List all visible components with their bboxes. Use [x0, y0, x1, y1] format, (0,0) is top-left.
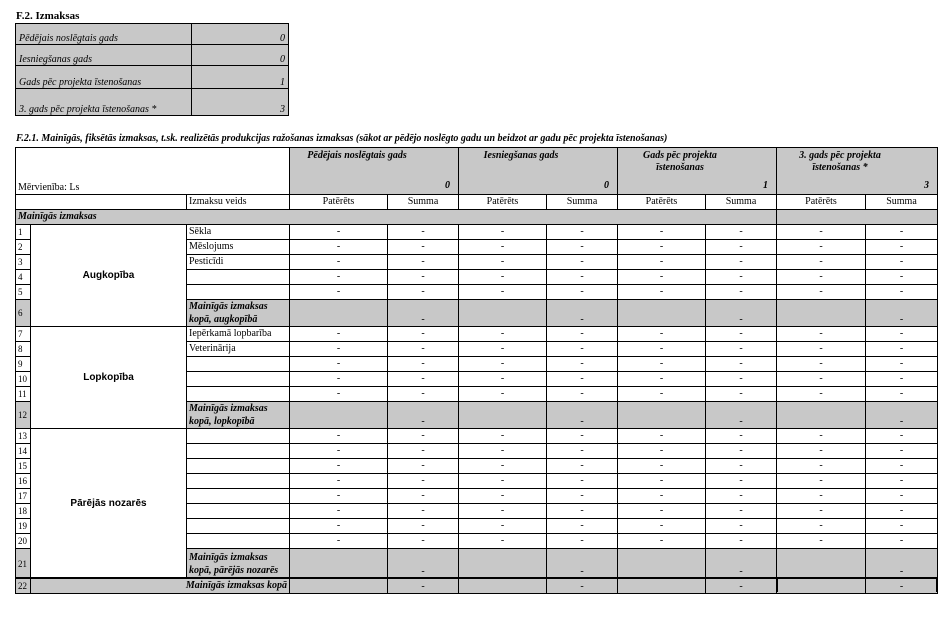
sum-value[interactable]: -	[547, 342, 618, 357]
sum-value[interactable]: -	[388, 285, 459, 300]
consumed-header: Patērēts	[459, 195, 547, 210]
sum-header: Summa	[866, 195, 938, 210]
consumed-value[interactable]: -	[290, 240, 388, 255]
sum-value[interactable]: -	[866, 504, 938, 519]
summary-years-table	[15, 23, 289, 116]
sum-value[interactable]: -	[388, 387, 459, 402]
summary-row	[16, 89, 289, 116]
cost-type-cell[interactable]	[187, 387, 290, 402]
row-number: 5	[16, 285, 31, 300]
sum-value: -	[547, 300, 618, 327]
consumed-value[interactable]: -	[777, 270, 866, 285]
summary-label: Iesniegšanas gads	[16, 45, 192, 66]
sum-value[interactable]: -	[706, 372, 777, 387]
consumed-value[interactable]: -	[777, 459, 866, 474]
consumed-value[interactable]: -	[459, 534, 547, 549]
subtotal-label: Mainīgās izmaksas kopā, lopkopībā	[187, 402, 290, 429]
consumed-value[interactable]: -	[777, 387, 866, 402]
sum-value[interactable]: -	[388, 444, 459, 459]
consumed-value[interactable]: -	[290, 459, 388, 474]
consumed-value[interactable]: -	[777, 474, 866, 489]
blank-cell	[290, 402, 388, 429]
cost-type-cell[interactable]: Veterinārija	[187, 342, 290, 357]
consumed-value[interactable]: -	[618, 255, 706, 270]
year-header: Iesniegšanas gads 0	[459, 148, 618, 195]
consumed-value[interactable]: -	[618, 504, 706, 519]
summary-value[interactable]: 1	[192, 66, 289, 89]
blank-cell	[777, 300, 866, 327]
blank-cell	[618, 402, 706, 429]
sum-value[interactable]: -	[706, 225, 777, 240]
consumed-value[interactable]: -	[777, 372, 866, 387]
row-number: 22	[16, 579, 31, 594]
cost-type-cell[interactable]: Iepērkamā lopbarība	[187, 327, 290, 342]
sum-value[interactable]: -	[866, 459, 938, 474]
consumed-value[interactable]: -	[777, 285, 866, 300]
summary-row	[16, 24, 289, 45]
sum-value[interactable]: -	[547, 474, 618, 489]
cost-type-cell[interactable]	[187, 474, 290, 489]
consumed-value[interactable]: -	[618, 285, 706, 300]
sum-value[interactable]: -	[866, 474, 938, 489]
summary-label: Pēdējais noslēgtais gads	[16, 24, 192, 45]
row-number: 8	[16, 342, 31, 357]
row-number: 10	[16, 372, 31, 387]
blank-cell	[290, 300, 388, 327]
cost-type-cell[interactable]	[187, 534, 290, 549]
consumed-value[interactable]: -	[459, 444, 547, 459]
consumed-value[interactable]: -	[459, 357, 547, 372]
sum-value[interactable]: -	[388, 519, 459, 534]
consumed-value[interactable]: -	[459, 255, 547, 270]
cost-type-cell[interactable]	[187, 444, 290, 459]
subtotal-label: Mainīgās izmaksas kopā, augkopībā	[187, 300, 290, 327]
sum-value: -	[388, 549, 459, 579]
consumed-value[interactable]: -	[618, 444, 706, 459]
sum-value: -	[706, 549, 777, 579]
consumed-value[interactable]: -	[618, 534, 706, 549]
blank-cell	[618, 549, 706, 579]
consumed-value[interactable]: -	[290, 327, 388, 342]
row-number: 21	[16, 549, 31, 579]
sum-value: -	[547, 579, 618, 594]
consumed-value[interactable]: -	[777, 489, 866, 504]
consumed-value[interactable]: -	[618, 429, 706, 444]
group-label-livestock: Lopkopība	[31, 327, 187, 429]
consumed-value[interactable]: -	[618, 240, 706, 255]
sum-value[interactable]: -	[866, 519, 938, 534]
cost-type-cell[interactable]	[187, 489, 290, 504]
consumed-value[interactable]: -	[777, 327, 866, 342]
row-number: 11	[16, 387, 31, 402]
cost-type-cell[interactable]: Sēkla	[187, 225, 290, 240]
summary-value[interactable]: 0	[192, 24, 289, 45]
row-number: 18	[16, 504, 31, 519]
sum-value: -	[866, 549, 938, 579]
cost-row	[16, 327, 938, 342]
sum-value[interactable]: -	[547, 489, 618, 504]
sum-header: Summa	[706, 195, 777, 210]
consumed-value[interactable]: -	[290, 225, 388, 240]
consumed-value[interactable]: -	[459, 459, 547, 474]
cost-type-cell[interactable]: Pesticīdi	[187, 255, 290, 270]
sum-value: -	[388, 579, 459, 594]
consumed-value[interactable]: -	[459, 285, 547, 300]
sum-value[interactable]: -	[547, 504, 618, 519]
sum-value[interactable]: -	[388, 489, 459, 504]
consumed-value[interactable]: -	[618, 372, 706, 387]
consumed-value[interactable]: -	[618, 357, 706, 372]
sum-value[interactable]: -	[388, 357, 459, 372]
sum-value[interactable]: -	[388, 240, 459, 255]
sum-value[interactable]: -	[706, 444, 777, 459]
consumed-value[interactable]: -	[459, 519, 547, 534]
consumed-value[interactable]: -	[777, 255, 866, 270]
consumed-value[interactable]: -	[459, 372, 547, 387]
consumed-value[interactable]: -	[290, 285, 388, 300]
year-header: 3. gads pēc projekta īstenošanas * 3	[777, 148, 938, 195]
blank-cell	[777, 210, 938, 225]
sum-value[interactable]: -	[866, 255, 938, 270]
sum-value[interactable]: -	[388, 270, 459, 285]
cost-row	[16, 429, 938, 444]
sum-value[interactable]: -	[547, 240, 618, 255]
sum-value[interactable]: -	[547, 519, 618, 534]
consumed-value[interactable]: -	[777, 357, 866, 372]
consumed-value[interactable]: -	[459, 225, 547, 240]
sum-value[interactable]: -	[706, 459, 777, 474]
consumed-value[interactable]: -	[777, 342, 866, 357]
sum-value[interactable]: -	[388, 255, 459, 270]
sum-value[interactable]: -	[866, 444, 938, 459]
consumed-value[interactable]: -	[777, 444, 866, 459]
cost-type-cell[interactable]	[187, 357, 290, 372]
consumed-value[interactable]: -	[290, 489, 388, 504]
subtotal-label: Mainīgās izmaksas kopā, pārējās nozarēs	[187, 549, 290, 579]
sum-value: -	[706, 402, 777, 429]
sum-value[interactable]: -	[388, 459, 459, 474]
sum-value[interactable]: -	[706, 519, 777, 534]
sum-value[interactable]: -	[547, 534, 618, 549]
sum-value[interactable]: -	[547, 270, 618, 285]
sum-value: -	[866, 300, 938, 327]
sum-value[interactable]: -	[388, 372, 459, 387]
sum-value[interactable]: -	[866, 387, 938, 402]
row-number: 12	[16, 402, 31, 429]
sum-value: -	[547, 402, 618, 429]
blank-cell	[459, 549, 547, 579]
sum-value: -	[866, 579, 938, 594]
consumed-value[interactable]: -	[459, 429, 547, 444]
section-title: F.2. Izmaksas	[16, 10, 80, 22]
consumed-value[interactable]: -	[290, 372, 388, 387]
consumed-value[interactable]: -	[290, 357, 388, 372]
year-header: Gads pēc projekta īstenošanas 1	[618, 148, 777, 195]
consumed-value[interactable]: -	[777, 519, 866, 534]
blank-cell	[16, 195, 187, 210]
row-number: 20	[16, 534, 31, 549]
sum-value[interactable]: -	[706, 255, 777, 270]
row-number: 13	[16, 429, 31, 444]
subsection-title: F.2.1. Mainīgās, fiksētās izmaksas, t.sk. realizētās produkcijas ražošanas izmaksas (sākot ar pēdējo noslēgto gadu un beidzot ar gadu pēc projekta īstenošanas)	[16, 133, 668, 144]
blank-cell	[459, 402, 547, 429]
sum-value[interactable]: -	[866, 372, 938, 387]
sum-value: -	[866, 402, 938, 429]
summary-value[interactable]: 0	[192, 45, 289, 66]
sum-value: -	[706, 300, 777, 327]
sum-value[interactable]: -	[388, 327, 459, 342]
sum-value[interactable]: -	[866, 429, 938, 444]
consumed-value[interactable]: -	[618, 327, 706, 342]
consumed-value[interactable]: -	[290, 342, 388, 357]
sum-value[interactable]: -	[388, 429, 459, 444]
consumed-value[interactable]: -	[777, 504, 866, 519]
consumed-value[interactable]: -	[459, 474, 547, 489]
sum-value[interactable]: -	[866, 489, 938, 504]
consumed-value[interactable]: -	[777, 429, 866, 444]
sum-value[interactable]: -	[706, 387, 777, 402]
column-header-row	[16, 195, 938, 210]
cost-type-cell[interactable]	[187, 519, 290, 534]
consumed-value[interactable]: -	[618, 474, 706, 489]
consumed-value[interactable]: -	[618, 489, 706, 504]
consumed-header: Patērēts	[777, 195, 866, 210]
sum-header: Summa	[547, 195, 618, 210]
consumed-value[interactable]: -	[290, 504, 388, 519]
sum-value[interactable]: -	[706, 504, 777, 519]
table-continuation	[15, 577, 937, 592]
consumed-value[interactable]: -	[290, 444, 388, 459]
sum-value[interactable]: -	[547, 357, 618, 372]
summary-row	[16, 45, 289, 66]
sum-value[interactable]: -	[388, 225, 459, 240]
row-number: 15	[16, 459, 31, 474]
consumed-value[interactable]: -	[618, 519, 706, 534]
year-header: Pēdējais noslēgtais gads 0	[290, 148, 459, 195]
consumed-value[interactable]: -	[290, 255, 388, 270]
sum-value[interactable]: -	[547, 459, 618, 474]
sum-value[interactable]: -	[866, 240, 938, 255]
sum-value: -	[388, 402, 459, 429]
consumed-value[interactable]: -	[459, 387, 547, 402]
cost-type-cell[interactable]	[187, 270, 290, 285]
sum-value[interactable]: -	[547, 327, 618, 342]
sum-value[interactable]: -	[706, 474, 777, 489]
cost-type-cell[interactable]: Mēslojums	[187, 240, 290, 255]
sum-value[interactable]: -	[866, 270, 938, 285]
summary-row	[16, 66, 289, 89]
cost-type-cell[interactable]	[187, 459, 290, 474]
sum-value[interactable]: -	[706, 534, 777, 549]
sum-value[interactable]: -	[706, 270, 777, 285]
blank-cell	[777, 549, 866, 579]
cost-type-cell[interactable]	[187, 504, 290, 519]
grand-total-label: Mainīgās izmaksas kopā	[31, 579, 290, 594]
consumed-value[interactable]: -	[618, 459, 706, 474]
consumed-header: Patērēts	[290, 195, 388, 210]
sum-value[interactable]: -	[388, 534, 459, 549]
sum-value[interactable]: -	[706, 285, 777, 300]
sum-value: -	[706, 579, 777, 594]
consumed-header: Patērēts	[618, 195, 706, 210]
consumed-value[interactable]: -	[459, 240, 547, 255]
row-number: 7	[16, 327, 31, 342]
sum-value[interactable]: -	[388, 504, 459, 519]
row-number: 16	[16, 474, 31, 489]
cost-type-cell[interactable]	[187, 285, 290, 300]
row-number: 4	[16, 270, 31, 285]
blank-cell	[618, 300, 706, 327]
consumed-value[interactable]: -	[290, 387, 388, 402]
sum-value[interactable]: -	[706, 240, 777, 255]
sum-value[interactable]: -	[706, 342, 777, 357]
cost-type-cell[interactable]	[187, 372, 290, 387]
sum-value[interactable]: -	[388, 474, 459, 489]
row-number: 17	[16, 489, 31, 504]
row-number: 9	[16, 357, 31, 372]
consumed-value[interactable]: -	[290, 519, 388, 534]
summary-value[interactable]: 3	[192, 89, 289, 116]
group-label-crop: Augkopība	[31, 225, 187, 327]
row-number: 1	[16, 225, 31, 240]
blank-cell	[459, 300, 547, 327]
consumed-value[interactable]: -	[459, 342, 547, 357]
variable-costs-table	[15, 147, 938, 594]
consumed-value[interactable]: -	[290, 270, 388, 285]
blank-cell	[290, 549, 388, 579]
sum-value[interactable]: -	[866, 534, 938, 549]
cost-row	[16, 225, 938, 240]
row-number: 14	[16, 444, 31, 459]
consumed-value[interactable]: -	[777, 240, 866, 255]
sum-value[interactable]: -	[866, 327, 938, 342]
blank-cell	[777, 402, 866, 429]
sum-value[interactable]: -	[547, 387, 618, 402]
sum-header: Summa	[388, 195, 459, 210]
row-number: 6	[16, 300, 31, 327]
summary-label: 3. gads pēc projekta īstenošanas *	[16, 89, 192, 116]
consumed-value[interactable]: -	[777, 534, 866, 549]
sum-value[interactable]: -	[547, 372, 618, 387]
unit-label: Mērvienība: Ls	[16, 148, 290, 195]
sum-value[interactable]: -	[547, 255, 618, 270]
year-header-row	[16, 148, 938, 195]
sum-value[interactable]: -	[547, 285, 618, 300]
sum-value[interactable]: -	[866, 225, 938, 240]
sum-value: -	[547, 549, 618, 579]
sum-value[interactable]: -	[547, 225, 618, 240]
sum-value[interactable]: -	[547, 429, 618, 444]
group-label-other: Pārējās nozarēs	[31, 429, 187, 579]
sum-value[interactable]: -	[706, 429, 777, 444]
sum-value[interactable]: -	[706, 489, 777, 504]
summary-label: Gads pēc projekta īstenošanas	[16, 66, 192, 89]
sum-value: -	[388, 300, 459, 327]
sum-value[interactable]: -	[866, 357, 938, 372]
consumed-value[interactable]: -	[459, 504, 547, 519]
consumed-value[interactable]: -	[618, 225, 706, 240]
sum-value[interactable]: -	[547, 444, 618, 459]
consumed-value[interactable]: -	[459, 270, 547, 285]
variable-costs-header: Mainīgās izmaksas	[16, 210, 777, 225]
consumed-value[interactable]: -	[618, 387, 706, 402]
consumed-value[interactable]: -	[290, 474, 388, 489]
sum-value[interactable]: -	[866, 285, 938, 300]
sum-value[interactable]: -	[706, 357, 777, 372]
section-header-row	[16, 210, 938, 225]
row-number: 19	[16, 519, 31, 534]
row-number: 2	[16, 240, 31, 255]
row-number: 3	[16, 255, 31, 270]
consumed-value[interactable]: -	[777, 225, 866, 240]
sum-value[interactable]: -	[866, 342, 938, 357]
consumed-value[interactable]: -	[459, 327, 547, 342]
cost-type-cell[interactable]	[187, 429, 290, 444]
consumed-value[interactable]: -	[618, 342, 706, 357]
sum-value[interactable]: -	[706, 327, 777, 342]
consumed-value[interactable]: -	[290, 534, 388, 549]
cost-type-header: Izmaksu veids	[187, 195, 290, 210]
sum-value[interactable]: -	[388, 342, 459, 357]
consumed-value[interactable]: -	[459, 489, 547, 504]
consumed-value[interactable]: -	[618, 270, 706, 285]
consumed-value[interactable]: -	[290, 429, 388, 444]
